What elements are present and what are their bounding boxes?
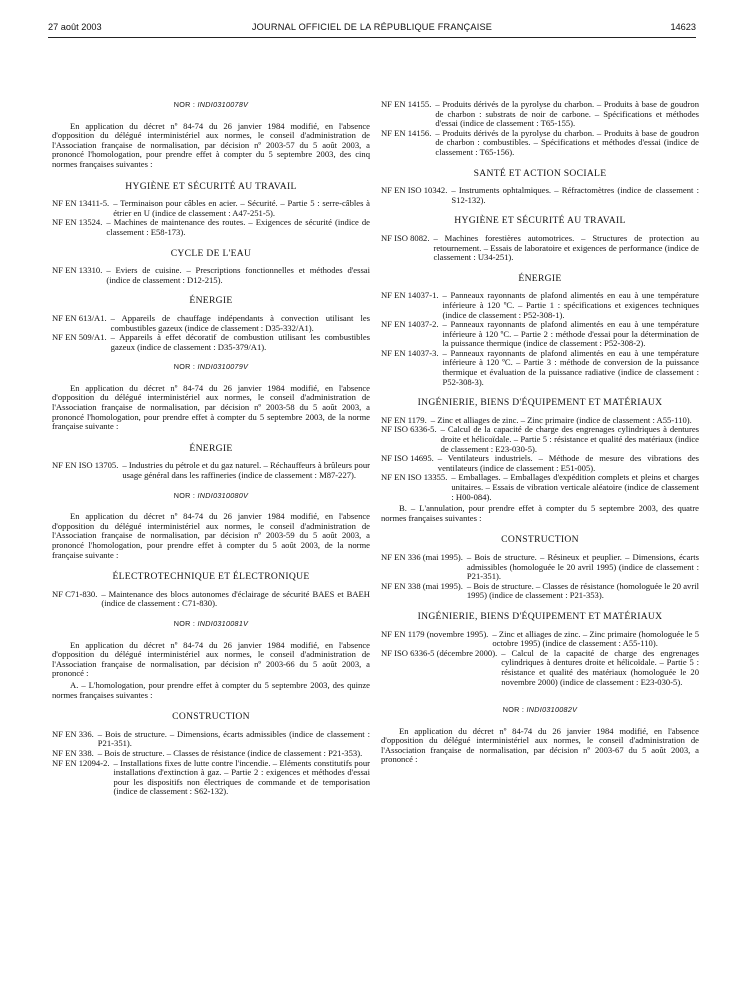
nor-reference: NOR : INDI0310078V (173, 100, 249, 109)
header-rule (48, 37, 696, 38)
standard-entry (52, 266, 370, 285)
section-heading: ÉNERGIE (189, 442, 233, 454)
standard-code: NF EN 1179. (381, 414, 427, 425)
standard-code: NF EN 509/A1. (52, 332, 107, 343)
standard-entry (52, 218, 370, 237)
standard-code: NF EN ISO 13705. (52, 460, 119, 471)
standard-entry (381, 473, 699, 502)
standard-entry (381, 553, 699, 582)
standard-code: NF ISO 14695. (381, 453, 434, 464)
standard-entry (52, 314, 370, 333)
header-page-number: 14623 (670, 22, 696, 32)
standard-description: – Panneaux rayonnants de plafond alimentés en eau à une température inférieure à 120 ºC. – Partie 1 : spécifications et exigences techniques (indice de classement : P52-308-1). (442, 290, 699, 320)
standard-entry (381, 129, 699, 158)
left-column (52, 96, 370, 797)
nor-reference: NOR : INDI0310081V (173, 618, 249, 628)
standard-description: – Panneaux rayonnants de plafond alimentés en eau à une température inférieure à 120 ºC. – Partie 2 : méthode d'essai pour la détermination de la puissance thermique (indice de classement : P52-308-2). (442, 319, 699, 349)
standard-entry (381, 291, 699, 320)
standard-entry (52, 759, 370, 797)
standard-list (381, 186, 699, 205)
standard-code: NF ISO 6336-5 (décembre 2000). (381, 647, 498, 658)
standard-code: NF EN 613/A1. (52, 312, 107, 323)
standard-code: NF EN 13524. (52, 217, 103, 228)
decree-paragraph: En application du décret nº 84-74 du 26 janvier 1984 modifié, en l'absence d'opposition du délégué interministériel aux normes, le conseil d'administration de l'Association française de normalisation, par décision nº 2003-67 du 5 août 2003, a prononcé : (381, 725, 699, 765)
standard-code: NF EN ISO 10342. (381, 185, 448, 196)
standard-code: NF EN 14037-3. (381, 347, 439, 358)
standard-code: NF EN 1179 (novembre 1995). (381, 628, 489, 639)
section-heading: CYCLE DE L'EAU (170, 247, 252, 259)
standard-description: – Instruments ophtalmiques. – Réfractomètres (indice de classement : S12-132). (451, 185, 699, 205)
standard-list (381, 291, 699, 387)
standard-list (381, 416, 699, 502)
standard-code: NF EN 14156. (381, 127, 432, 138)
standard-description: – Bois de structure. – Classes de résistance (homologuée le 20 avril 1995) (indice de classement : P21-353). (466, 580, 699, 601)
standard-code: NF EN 13310. (52, 265, 103, 276)
standard-entry (381, 454, 699, 473)
standard-list (381, 630, 699, 688)
standard-list (52, 590, 370, 609)
standard-description: – Appareils de chauffage indépendants à convection utilisant les combustibles gazeux (indice de classement : D35-332/A1). (110, 312, 370, 333)
right-column (381, 100, 699, 777)
standard-code: NF EN 338 (mai 1995). (381, 580, 463, 591)
standard-list (52, 266, 370, 285)
standard-description: – Machines de maintenance des routes. – Exigences de sécurité (indice de classement : E58-173). (106, 217, 370, 237)
header-title: JOURNAL OFFICIEL DE LA RÉPUBLIQUE FRANÇAISE (251, 22, 493, 32)
standard-list (381, 100, 699, 158)
standard-description: – Bois de structure. – Dimensions, écarts admissibles (indice de classement : P21-351). (97, 728, 370, 749)
standard-code: NF ISO 8082. (381, 232, 430, 243)
standard-list (52, 199, 370, 237)
decree-paragraph: B. – L'annulation, pour prendre effet à compter du 5 septembre 2003, des quatre normes françaises suivantes : (381, 503, 699, 523)
standard-description: – Maintenance des blocs autonomes d'éclairage de sécurité BAES et BAEH (indice de classement : C71-830). (101, 588, 370, 609)
standard-entry (381, 234, 699, 263)
section-heading: SANTÉ ET ACTION SOCIALE (473, 167, 607, 179)
standard-entry (381, 425, 699, 454)
decree-paragraph: En application du décret nº 84-74 du 26 janvier 1984 modifié, en l'absence d'opposition du délégué interministériel aux normes, le conseil d'administration de l'Association française de normalisation, par décision nº 2003-66 du 5 août 2003, a prononcé : (52, 639, 370, 679)
nor-reference: NOR : INDI0310082V (502, 705, 578, 715)
standard-description: – Machines forestières automotrices. – Structures de protection au retournement. – Essais de laboratoire et exigences de performance (indice de classement : U34-251). (433, 232, 699, 263)
standard-entry (381, 320, 699, 349)
section-heading: CONSTRUCTION (501, 534, 579, 546)
standard-description: – Industries du pétrole et du gaz naturel. – Réchauffeurs à brûleurs pour usage général dans les raffineries (indice de classement : M87-227). (122, 460, 370, 481)
standard-entry (381, 630, 699, 649)
standard-entry (381, 186, 699, 205)
standard-entry (52, 730, 370, 749)
decree-paragraph: A. – L'homologation, pour prendre effet à compter du 5 septembre 2003, des quinze normes françaises suivantes : (52, 679, 370, 700)
standard-list (52, 314, 370, 352)
standard-description: – Installations fixes de lutte contre l'incendie. – Eléments constitutifs pour installations d'extinction à gaz. – Partie 2 : exigences et méthodes d'essai pour les dispositifs non électriques de commande et de temporisation (indice de classement : S62-132). (113, 757, 370, 797)
decree-paragraph: En application du décret nº 84-74 du 26 janvier 1984 modifié, en l'absence d'opposition du délégué interministériel aux normes, le conseil d'administration de l'Association française de normalisation, par décision nº 2003-59 du 5 août 2003, a prononcé l'homologation, pour prendre effet à compter du 5 août 2003, de la norme française suivante : (52, 511, 370, 560)
standard-list (381, 234, 699, 263)
standard-description: – Calcul de la capacité de charge des engrenages cylindriques à dentures droite et hélicoïdale. – Partie 5 : résistance et qualité des matériaux (indice de classement : E23-030-5). (440, 424, 699, 454)
standard-code: NF EN 336 (mai 1995). (381, 551, 463, 562)
standard-description: – Ventilateurs industriels. – Méthode de mesure des vibrations des ventilateurs (indice de classement : E51-005). (437, 453, 699, 473)
standard-description: – Zinc et alliages de zinc. – Zinc primaire (homologuée le 5 octobre 1995) (indice de classement : A55-110). (492, 628, 699, 649)
standard-list (52, 730, 370, 797)
standard-code: NF EN 336. (52, 728, 94, 739)
standard-code: NF EN 338. (52, 747, 94, 758)
section-heading: ÉNERGIE (189, 295, 233, 307)
standard-entry (381, 349, 699, 387)
standard-entry (381, 582, 699, 601)
decree-paragraph: En application du décret nº 84-74 du 26 janvier 1984 modifié, en l'absence d'opposition du délégué interministériel aux normes, le conseil d'administration de l'Association française de normalisation, par décision nº 2003-58 du 5 août 2003, a prononcé l'homologation, pour prendre effet à compter du 5 septembre 2003, de la norme française suivante : (52, 382, 370, 432)
standard-code: NF EN ISO 13355. (381, 472, 448, 483)
standard-code: NF EN 14155. (381, 99, 432, 109)
standard-code: NF EN 13411-5. (52, 198, 110, 209)
standard-description: – Appareils à effet décoratif de combustion utilisant les combustibles gazeux (indice de classement : D35-379/A1). (110, 332, 370, 352)
standard-description: – Calcul de la capacité de charge des engrenages cylindriques à dentures droite et hélicoïdale. – Partie 5 : résistance et qualité des matériaux (homologuée le 20 novembre 2000) (indice de classement : E23-030-5). (501, 647, 699, 687)
standard-description: – Terminaison pour câbles en acier. – Sécurité. – Partie 5 : serre-câbles à étrier en U (indice de classement : A47-251-5). (113, 198, 370, 218)
standard-code: NF ISO 6336-5. (381, 424, 437, 435)
standard-entry (52, 199, 370, 218)
section-heading: INGÉNIERIE, BIENS D'ÉQUIPEMENT ET MATÉRIAUX (417, 397, 663, 409)
standard-description: – Produits dérivés de la pyrolyse du charbon. – Produits à base de goudron de charbon : combustibles. – Spécifications et méthodes d'essai (indice de classement : T65-156). (435, 127, 699, 157)
standard-code: NF EN 14037-1. (381, 290, 439, 301)
section-heading: ÉLECTROTECHNIQUE ET ÉLECTRONIQUE (112, 571, 310, 583)
standard-description: – Zinc et alliages de zinc. – Zinc primaire (indice de classement : A55-110). (430, 414, 692, 425)
standard-code: NF EN 14037-2. (381, 319, 439, 330)
decree-paragraph: En application du décret nº 84-74 du 26 janvier 1984 modifié, en l'absence d'opposition du délégué interministériel aux normes, le conseil d'administration de l'Association française de normalisation, par décision nº 2003-57 du 5 août 2003, a prononcé l'homologation, pour prendre effet à compter du 5 septembre 2003, des cinq normes françaises suivantes : (52, 120, 370, 169)
nor-reference: NOR : INDI0310080V (173, 490, 249, 500)
standard-description: – Bois de structure. – Classes de résistance (indice de classement : P21-353). (97, 747, 363, 758)
standard-description: – Panneaux rayonnants de plafond alimentés en eau à une température inférieure à 120 ºC. – Partie 3 : méthode de conversion de la puissance thermique et évaluation de la puissance radiative (indice de classement : P52-308-3). (442, 347, 699, 387)
standard-description: – Bois de structure. – Résineux et peuplier. – Dimensions, écarts admissibles (homologuée le 20 avril 1995) (indice de classement : P21-351). (466, 551, 699, 582)
standard-list (381, 553, 699, 601)
standard-list (52, 461, 370, 480)
page-header (48, 22, 696, 36)
standard-entry (381, 649, 699, 687)
standard-description: – Emballages. – Emballages d'expédition complets et pleins et charges unitaires. – Essais de vibration verticale aléatoire (indice de classement : H00-084). (451, 472, 699, 502)
standard-code: NF EN 12094-2. (52, 757, 110, 768)
standard-code: NF C71-830. (52, 588, 98, 599)
standard-entry (52, 333, 370, 352)
section-heading: ÉNERGIE (518, 272, 562, 284)
nor-reference: NOR : INDI0310079V (173, 362, 249, 372)
standard-description: – Produits dérivés de la pyrolyse du charbon. – Produits à base de goudron de charbon : substrats de noir de carbone. – Spécifications et méthodes d'essai (indice de classement : T65-155). (435, 99, 699, 129)
section-heading: HYGIÈNE ET SÉCURITÉ AU TRAVAIL (125, 180, 297, 192)
standard-entry (381, 100, 699, 129)
standard-description: – Eviers de cuisine. – Prescriptions fonctionnelles et méthodes d'essai (indice de classement : D12-215). (106, 265, 370, 285)
standard-entry (52, 461, 370, 480)
section-heading: HYGIÈNE ET SÉCURITÉ AU TRAVAIL (454, 215, 626, 227)
standard-entry (52, 590, 370, 609)
section-heading: INGÉNIERIE, BIENS D'ÉQUIPEMENT ET MATÉRIAUX (417, 610, 663, 622)
section-heading: CONSTRUCTION (172, 711, 250, 723)
header-date: 27 août 2003 (48, 22, 102, 32)
